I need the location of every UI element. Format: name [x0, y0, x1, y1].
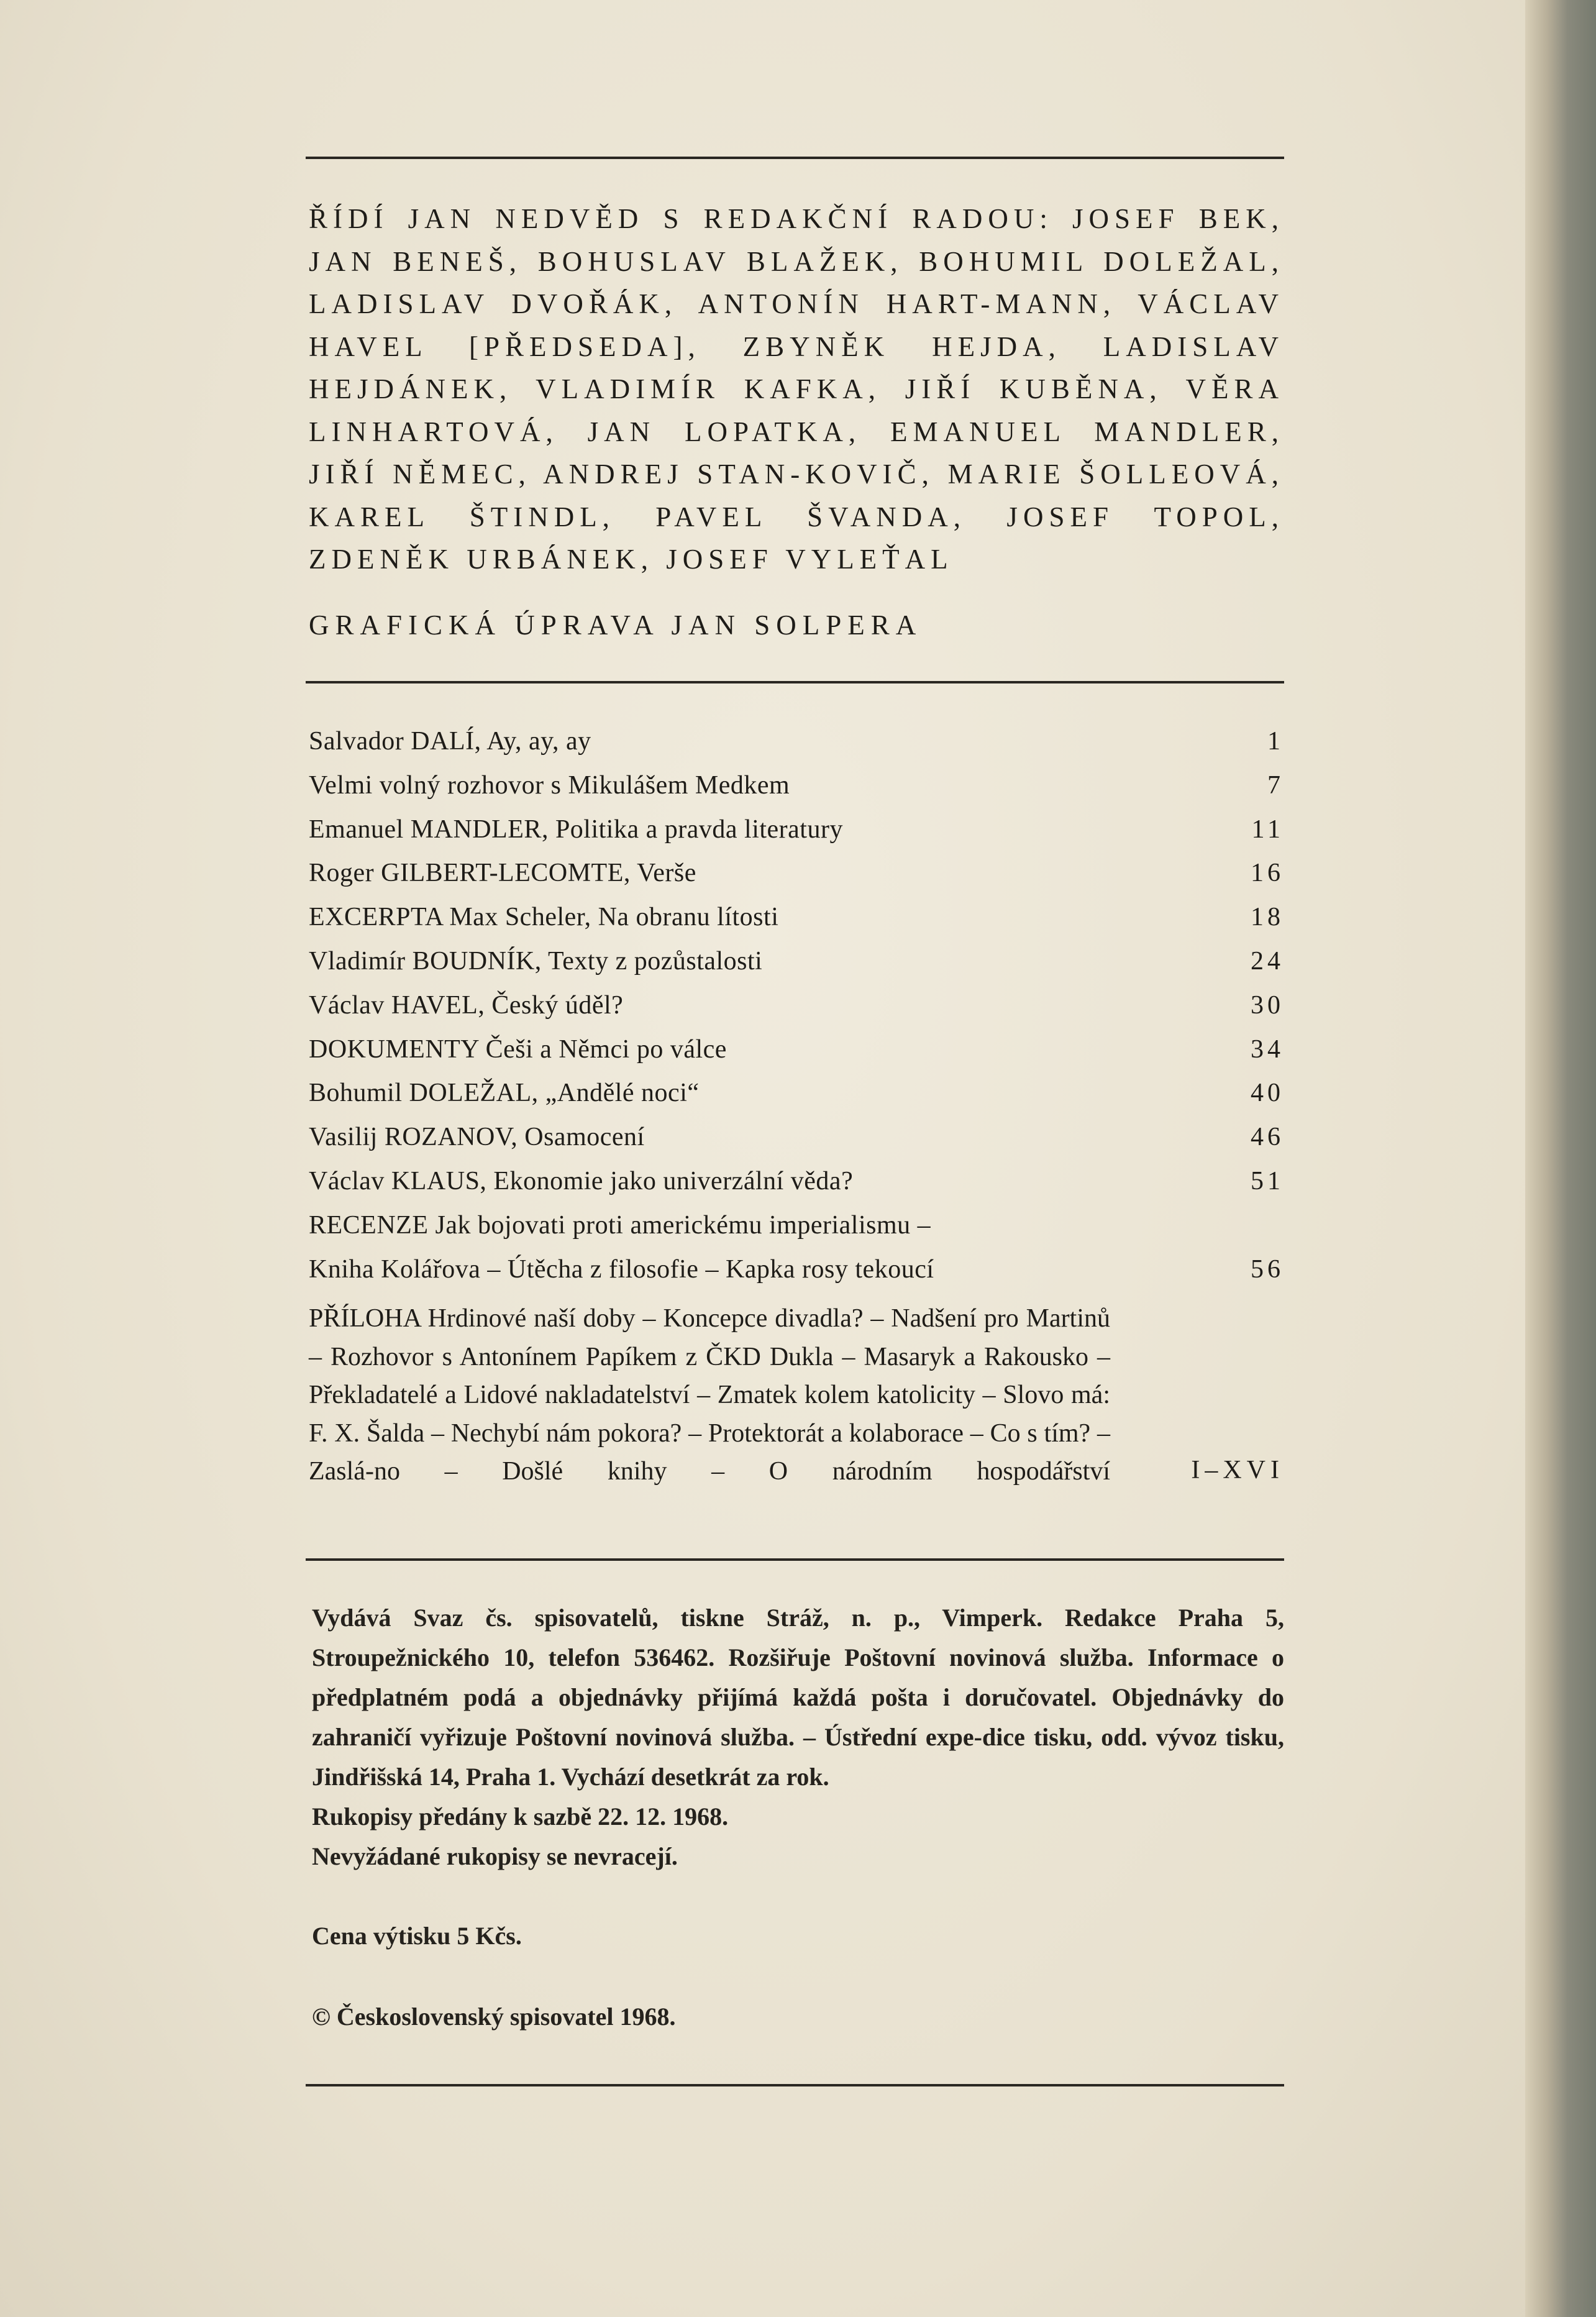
toc-entry-page: 7	[1267, 770, 1284, 800]
publisher-info: Vydává Svaz čs. spisovatelů, tiskne Stráž, n. p., Vimperk. Redakce Praha 5, Stroupežnického 10, telefon 536462. Rozšiřuje Poštovní novinová služba. Informace o předplatném podá a objednávky přijímá každá pošta i doručovatel. Objednávky do zahraničí vyřizuje Poštovní novinová služba. – Ústřední expe-dice tisku, odd. vývoz tisku, Jindřišská 14, Praha 1. Vychází desetkrát za rok.	[312, 1604, 1284, 1791]
toc-entry-title: Roger GILBERT-LECOMTE, Verše	[309, 859, 696, 888]
top-rule	[306, 157, 1284, 159]
toc-entry-page: 30	[1251, 990, 1284, 1020]
toc-entry-page: 11	[1251, 815, 1284, 844]
toc-entry	[309, 1028, 1284, 1072]
toc-entry	[309, 1159, 1284, 1204]
supplement-text: PŘÍLOHA Hrdinové naší doby – Koncepce divadla? – Nadšení pro Martinů – Rozhovor s Antonínem Papíkem z ČKD Dukla – Masaryk a Rakousko – Překladatelé a Lidové nakladatelství – Zmatek kolem katolicity – Slovo má: F. X. Šalda – Nechybí nám pokora? – Protektorát a kolaborace – Co s tím? – Zaslá-no – Došlé knihy – O národním hospodářství	[309, 1304, 1110, 1486]
bottom-rule	[306, 2084, 1284, 2086]
toc-entry-page: 56	[1251, 1254, 1284, 1284]
supplement-page: I–XVI	[1191, 1456, 1284, 1484]
toc-entry-title: EXCERPTA Max Scheler, Na obranu lítosti	[309, 903, 779, 932]
toc-entry-page: 46	[1251, 1123, 1284, 1152]
toc-entry-title: Velmi volný rozhovor s Mikulášem Medkem	[309, 770, 790, 800]
toc-entry-page: 16	[1251, 859, 1284, 888]
toc-entry-page: 24	[1251, 946, 1284, 976]
toc-entry-page: 34	[1251, 1035, 1284, 1064]
toc-entry-title: RECENZE Jak bojovati proti americkému imperialismu –	[309, 1210, 931, 1240]
page-edge-shadow	[1525, 0, 1596, 2317]
toc-entry-title: Václav HAVEL, Český úděl?	[309, 990, 624, 1020]
toc-entry-page: 18	[1251, 903, 1284, 932]
toc-entry-page: 40	[1251, 1079, 1284, 1108]
toc-entry	[309, 808, 1284, 852]
toc-entry	[309, 851, 1284, 895]
toc-entry	[309, 1204, 1284, 1248]
toc-entry-title: DOKUMENTY Češi a Němci po válce	[309, 1035, 727, 1064]
toc-entry-page: 1	[1267, 727, 1284, 756]
toc-entry-title: Salvador DALÍ, Ay, ay, ay	[309, 727, 591, 756]
editorial-board	[309, 198, 1284, 581]
toc-entry	[309, 984, 1284, 1028]
editorial-board-text: ŘÍDÍ JAN NEDVĚD S REDAKČNÍ RADOU: JOSEF BEK, JAN BENEŠ, BOHUSLAV BLAŽEK, BOHUMIL DOLEŽAL, LADISLAV DVOŘÁK, ANTONÍN HART-MANN, VÁCLAV HAVEL [PŘEDSEDA], ZBYNĚK HEJDA, LADISLAV HEJDÁNEK, VLADIMÍR KAFKA, JIŘÍ KUBĚNA, VĚRA LINHARTOVÁ, JAN LOPATKA, EMANUEL MANDLER, JIŘÍ NĚMEC, ANDREJ STAN-KOVIČ, MARIE ŠOLLEOVÁ, KAREL ŠTINDL, PAVEL ŠVANDA, JOSEF TOPOL, ZDENĚK URBÁNEK, JOSEF VYLEŤAL	[309, 203, 1284, 575]
copyright: © Československý spisovatel 1968.	[312, 2003, 676, 2031]
toc-entry-title: Emanuel MANDLER, Politika a pravda literatury	[309, 815, 843, 844]
supplement-entry	[309, 1300, 1284, 1491]
toc-entry-title: Václav KLAUS, Ekonomie jako univerzální věda?	[309, 1166, 854, 1195]
colophon-top-rule	[306, 1558, 1284, 1561]
colophon	[312, 1598, 1284, 2037]
toc-entry-title: Bohumil DOLEŽAL, „Andělé noci“	[309, 1079, 700, 1108]
price: Cena výtisku 5 Kčs.	[312, 1922, 522, 1950]
toc-entry-title: Vasilij ROZANOV, Osamocení	[309, 1123, 645, 1152]
toc-entry	[309, 764, 1284, 808]
graphic-design-credit: GRAFICKÁ ÚPRAVA JAN SOLPERA	[309, 610, 923, 641]
toc-entry	[309, 1248, 1284, 1292]
unsolicited-note: Nevyžádané rukopisy se nevracejí.	[312, 1842, 678, 1870]
toc-entry	[309, 895, 1284, 939]
table-of-contents	[309, 720, 1284, 1291]
toc-entry-page: 51	[1251, 1166, 1284, 1195]
toc-entry-title: Vladimír BOUDNÍK, Texty z pozůstalosti	[309, 946, 763, 976]
toc-entry-title: Kniha Kolářova – Útěcha z filosofie – Kapka rosy tekoucí	[309, 1254, 934, 1284]
toc-entry	[309, 1071, 1284, 1115]
submission-date: Rukopisy předány k sazbě 22. 12. 1968.	[312, 1803, 729, 1830]
toc-entry	[309, 939, 1284, 984]
toc-entry	[309, 720, 1284, 764]
toc-entry	[309, 1115, 1284, 1159]
toc-top-rule	[306, 681, 1284, 683]
